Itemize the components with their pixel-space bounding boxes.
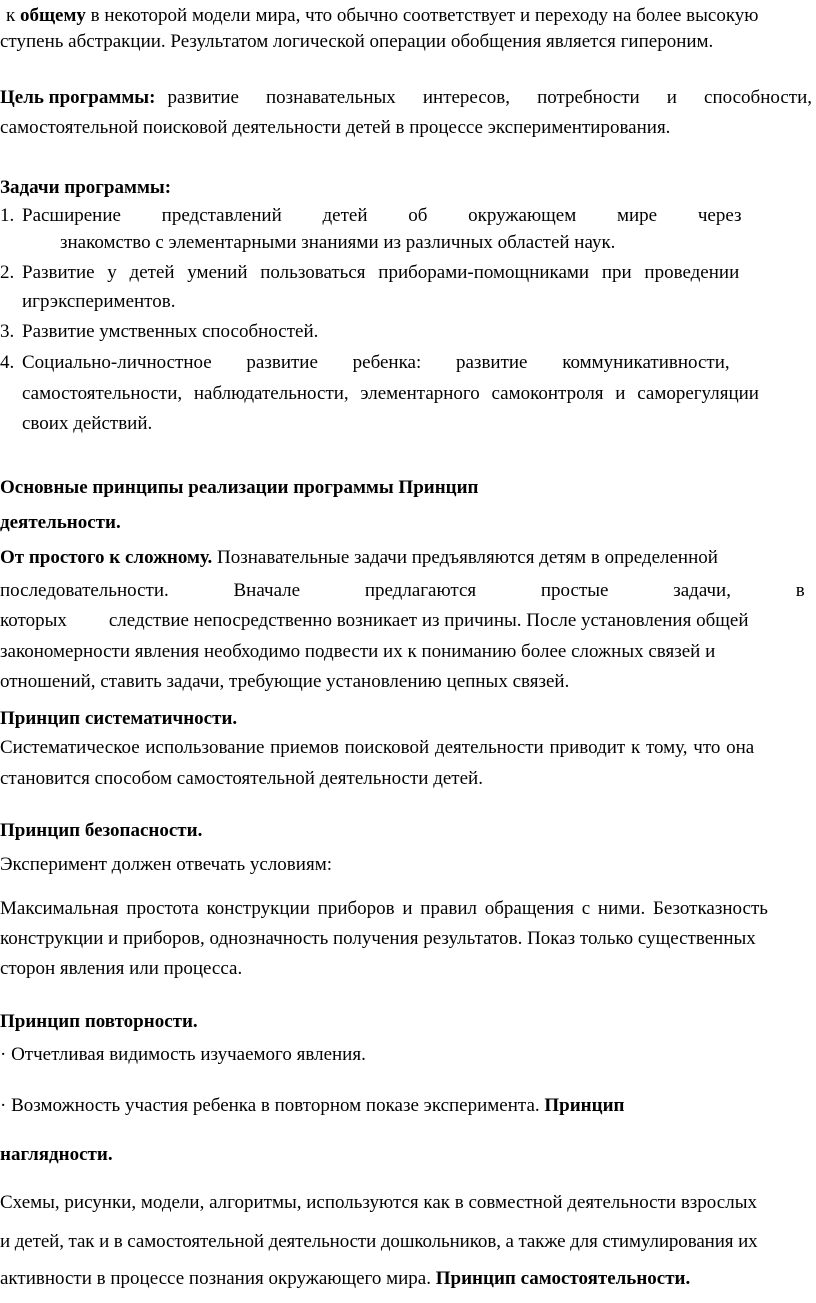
task-2-line-2 bbox=[22, 288, 816, 316]
safety-label-line bbox=[0, 817, 816, 845]
visual-label-line bbox=[0, 1141, 816, 1169]
task-4-line-3 bbox=[22, 410, 816, 438]
task-1-number: 1. bbox=[0, 205, 15, 226]
task-1-text-2: знакомство с элементарными знаниями из различных областей наук. bbox=[60, 232, 616, 253]
task-2-number: 2. bbox=[0, 262, 15, 283]
simple-line-2 bbox=[0, 577, 805, 605]
safety-para-text-3: сторон явления или процесса. bbox=[0, 958, 243, 979]
intro-text-2: ступень абстракции. Результатом логической операции обобщения является гипероним. bbox=[0, 31, 714, 52]
simple-line-4 bbox=[0, 638, 816, 666]
simple-text-3b: следствие непосредственно возникает из причины. После установления общей bbox=[108, 610, 749, 631]
task-4-text-3: своих действий. bbox=[22, 413, 153, 434]
task-4-text-1: Социально-личностное развитие ребенка: развитие коммуникативности, bbox=[22, 352, 730, 373]
simple-text-4: закономерности явления необходимо подвести их к пониманию более сложных связей и bbox=[0, 641, 716, 662]
safety-text-1: Эксперимент должен отвечать условиям: bbox=[0, 854, 332, 875]
task-3-number: 3. bbox=[0, 321, 15, 342]
simple-label: От простого к сложному. bbox=[0, 547, 213, 568]
repeat-bullet-1 bbox=[0, 1041, 816, 1069]
visual-principle-label: Принцип bbox=[544, 1095, 625, 1116]
system-text-1: Систематическое использование приемов поисковой деятельности приводит к тому, что она bbox=[0, 737, 755, 758]
visual-line-3 bbox=[0, 1265, 816, 1293]
visual-text-3: активности в процессе познания окружающего мира. bbox=[0, 1268, 431, 1289]
visual-line-1 bbox=[0, 1189, 816, 1217]
goal-text-1: развитие познавательных интересов, потребности и способности, bbox=[167, 87, 812, 108]
safety-para-1 bbox=[0, 895, 816, 923]
goal-label: Цель программы: bbox=[0, 87, 156, 108]
safety-para-text-2: конструкции и приборов, однозначность получения результатов. Показ только существенных bbox=[0, 928, 756, 949]
task-4-line-1 bbox=[0, 349, 816, 377]
system-text-2: становится способом самостоятельной деятельности детей. bbox=[0, 768, 483, 789]
system-label-line bbox=[0, 705, 816, 733]
principles-heading-2 bbox=[0, 509, 816, 537]
principles-heading-1 bbox=[0, 474, 816, 502]
intro-line-1 bbox=[6, 2, 812, 30]
task-3-text-1: Развитие умственных способностей. bbox=[22, 321, 319, 342]
simple-text-2: последовательности. Вначале предлагаются простые задачи, в bbox=[0, 580, 805, 601]
task-2-line-1 bbox=[0, 259, 812, 287]
visual-text-1: Схемы, рисунки, модели, алгоритмы, используются как в совместной деятельности взрослых bbox=[0, 1192, 757, 1213]
task-1-text-1: Расширение представлений детей об окружающем мире через bbox=[22, 205, 742, 226]
safety-label: Принцип безопасности. bbox=[0, 820, 203, 841]
repeat-label-line bbox=[0, 1008, 816, 1036]
independence-principle-label: Принцип самостоятельности. bbox=[435, 1268, 691, 1289]
intro-post: в некоторой модели мира, что обычно соответствует и переходу на более высокую bbox=[90, 5, 759, 26]
task-4-line-2 bbox=[22, 380, 816, 408]
repeat-bullet-text-1: · Отчетливая видимость изучаемого явления. bbox=[0, 1044, 366, 1065]
safety-para-2 bbox=[0, 925, 816, 953]
visual-principle-label-cont: наглядности. bbox=[0, 1144, 113, 1165]
simple-line-3 bbox=[0, 607, 812, 635]
task-2-text-2: игрэкспериментов. bbox=[22, 291, 176, 312]
safety-para-text-1: Максимальная простота конструкции приборов и правил обращения с ними. Безотказность bbox=[0, 898, 768, 919]
simple-line-1 bbox=[0, 544, 816, 572]
task-4-text-2: самостоятельности, наблюдательности, элементарного самоконтроля и саморегуляции bbox=[22, 383, 759, 404]
goal-line-1 bbox=[0, 84, 812, 112]
tasks-heading bbox=[0, 174, 816, 202]
intro-line-2 bbox=[0, 28, 816, 56]
task-1-line-1 bbox=[0, 202, 790, 230]
system-line-1 bbox=[0, 734, 816, 762]
principles-heading-text-1: Основные принципы реализации программы Принцип bbox=[0, 477, 479, 498]
simple-text-3a: которых bbox=[0, 610, 67, 631]
principles-heading-text-2: деятельности. bbox=[0, 512, 121, 533]
repeat-bullet-text-2: · Возможность участия ребенка в повторном показе эксперимента. bbox=[0, 1095, 540, 1116]
safety-para-3 bbox=[0, 955, 816, 983]
visual-line-2 bbox=[0, 1228, 816, 1256]
task-4-number: 4. bbox=[0, 352, 15, 373]
intro-pre: к bbox=[6, 5, 16, 26]
task-2-text-1: Развитие у детей умений пользоваться приборами-помощниками при проведении bbox=[22, 262, 740, 283]
safety-line-1 bbox=[0, 851, 816, 879]
simple-text-5: отношений, ставить задачи, требующие установлению цепных связей. bbox=[0, 671, 570, 692]
system-label: Принцип систематичности. bbox=[0, 708, 238, 729]
simple-line-5 bbox=[0, 668, 816, 696]
goal-line-2 bbox=[0, 114, 816, 142]
task-3-line-1 bbox=[0, 318, 816, 346]
intro-bold-term: общему bbox=[19, 5, 86, 26]
goal-text-2: самостоятельной поисковой деятельности детей в процессе экспериментирования. bbox=[0, 117, 671, 138]
simple-text-1: Познавательные задачи предъявляются детям в определенной bbox=[217, 547, 718, 568]
repeat-label: Принцип повторности. bbox=[0, 1011, 198, 1032]
system-line-2 bbox=[0, 765, 816, 793]
tasks-heading-text: Задачи программы: bbox=[0, 177, 172, 198]
repeat-bullet-2 bbox=[0, 1092, 816, 1120]
visual-text-2: и детей, так и в самостоятельной деятельности дошкольников, а также для стимулирования их bbox=[0, 1231, 758, 1252]
task-1-line-2 bbox=[60, 229, 816, 257]
